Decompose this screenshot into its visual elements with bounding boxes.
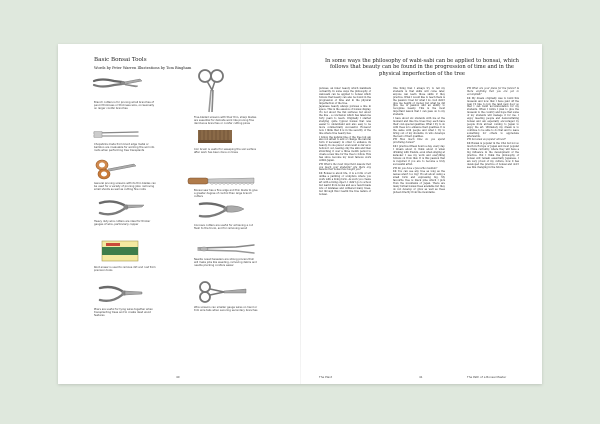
text-column-1	[319, 88, 371, 198]
body-paragraph: KK My dream originally was to build this museum and now that I have paid off the loan I'd like to buy the land next door so that I can build accommodation for my students. When I retire I plan to give the museum to the country and hope that some of my students will manage it for me. I enjoy meeting people and demonstrating bonsai and am especially encouraged by people from abroad coming to Japan to enjoy the art. Ultimately my dream is to continue to be able to do that and to leave something for others to appreciate afterwards.	[467, 96, 519, 138]
caption-concave-cutters: Concave cutters are useful for achieving a cut flush to the trunk, and for removing wood	[194, 224, 253, 231]
pliers-illustration	[98, 282, 144, 306]
caption-bonsai-saw: Bonsai saw has a fine edge and thin blade to give a greater degree of control than large branch cutters	[194, 189, 258, 199]
body-paragraph: KK You can see any tree as long as the leaves aren't too big! It's all about using a small form and expressing big. My favourite tree is black pine which I pick from the mountains of Japan. There are many formal bonsai trees available but they do not develop or grow as well as trees picked directly from the mountains.	[393, 170, 445, 194]
left-page	[58, 44, 300, 384]
footer-article-title: The Path of a Bonsai Master	[467, 375, 507, 379]
wire-cutters-illustration	[98, 197, 146, 219]
body-paragraph: One thing that I always try to tell my students is that skills will come later, anyone can learn those skills if they practice. What I would like to teach them is the passion I feel for what I do. God didn't give me height or money but what he did give me is passion and an ability to recognise beauty. This is the most important lesson that I can pass on to my students.	[393, 87, 445, 117]
caption-tweezers: Needle nosed tweezers are strong pincers that will make jobs like weeding, removing debris and needle plucking conifers easier	[194, 258, 257, 268]
caption-branch-cutters: Branch cutters is for pruning small branches of pencil thickness or thickness wire, occasionally on larger conifer branches	[94, 101, 155, 111]
caption-eraser: Root eraser is used to remove dirt and rust from precision tools	[94, 266, 156, 273]
right-page	[301, 44, 542, 384]
page-number-left: 40	[176, 375, 180, 379]
caption-wire-scissors: Wire scissors can smaller gauge wires on hand or trim wire tails when securing secondary branches	[194, 306, 258, 313]
body-paragraph: pursues, an inner beauty which manifests outwardly. In some ways the philosophy of wabi-sabi can be applied to bonsai which follows that beauty can also be found in the progression of time and in the physical imperfection of the tree.	[319, 87, 371, 105]
interview-question: PW How much time do you spend practising bonsai?	[393, 138, 445, 145]
credits: Words by Peter Warren Illustrations by Tom Bingham	[94, 66, 192, 70]
wire-scissors-illustration	[198, 280, 248, 304]
interview-question: PW What's the most important lessons that you teach your students? Are there any lessons that bonsai has taught you?	[319, 162, 371, 172]
caption-wire-cutters: Heavy duty wire cutters are ideal for thicker gauges of wire, particularly copper	[94, 220, 151, 227]
bonsai-saw-illustration	[186, 174, 256, 188]
caption-fine-scissors: Fine-bladed scissors with their thin, sharp blades are essential for delicate work like pruning fine deciduous branches or conifer cutting pines	[194, 116, 257, 126]
body-paragraph: Japanese beauty always pursues a line in space. This is the essence of bonsai display, it's not about the flat surfaces but about the line – a conclusion which has taken me forty years to reach. Originally I started studying quite typical bonsai that was easier to understand and also easy to be more commercially successful. However now I think that it is in the severity of the line where true beauty lies.	[319, 105, 371, 135]
chopsticks-illustration	[92, 129, 140, 141]
interview-question: PW What are your plans for the future? Is there anything that you are yet to accomplish?	[467, 87, 519, 96]
caption-pliers: Pliers are useful for tying wires together when transplanting trees and to create dead wood features	[94, 308, 153, 318]
book-spread	[58, 44, 542, 384]
interview-question: PW Do you have a favourite medium?	[393, 166, 438, 170]
body-paragraph: KK Bonsai is popular in the USA but not so much in Europe or Japan and most popular in China currently, where they will have a big influence in the development of the practice. But I think the philosophy of bonsai will remain essentially Japanese. I am very proud of my culture, how it has developed the practice of bonsai and don't see this changing in the future.	[467, 142, 519, 169]
body-paragraph: I have about six students with me at the moment and like the trees they each have their own special qualities. What I try to do with trees is to enhance their qualities. It is the same with people and what I try to bring out of my students, in who develops the best of their qualities.	[393, 117, 445, 138]
caption-chopsticks: Chopsticks made from blunt edge metal or bamboo are invaluable for working the soil into roots when performing tree transplants	[94, 143, 155, 153]
pull-quote: In some ways the philosophy of wabi-sabi can be applied to bonsai, which follows that beauty can be found in the progression of time and in the physical imperfection of the tree	[324, 58, 519, 77]
page-number-right: 41	[419, 375, 423, 379]
body-paragraph: I follow the natural line of the tree but am also not afraid to add or change the natural form if necessary in order to enhance its beauty. In one piece I even went so far as to hollow it out, leaving only the skin and then stretching it over a three month period to create a new line for the tree to follow. This has since become my most famous work within Japan.	[319, 135, 372, 162]
fine-scissors-illustration	[196, 68, 226, 114]
page-title: Basic Bonsai Tools	[94, 57, 147, 63]
branch-cutters-illustration	[92, 74, 144, 92]
text-column-3	[467, 88, 519, 170]
text-column-2	[393, 88, 445, 196]
caption-coir-brush: Coir brush is useful for sweeping the soil surface after work has been done on trees	[194, 148, 257, 155]
body-paragraph: KK Bonsai is about life, it is a form of art unlike a painting or sculpture where you work with a living form. As such you create art with a living object. I didn't go to school but learnt from books and as a result made lots of mistakes and withered many trees, but through this I learnt the true nature of bonsai.	[319, 172, 371, 196]
footer-section-name: The Plant	[319, 375, 333, 379]
eraser-illustration	[98, 238, 142, 264]
interview-question: PW Is bonsai as popular abroad?	[467, 138, 506, 142]
concave-cutters-illustration	[198, 199, 246, 221]
tweezers-illustration	[196, 242, 256, 256]
coir-brush-illustration	[196, 126, 236, 148]
caption-pruning-scissors: General pruning scissors with its thin blades can be used for a variety of pruning jobs: removing small shoots as well as cutting fine roots	[94, 182, 156, 192]
pruning-scissors-illustration	[94, 158, 138, 180]
body-paragraph: KK I practice fifteen hours a day, every day. I dream about it, think about it when drinking with friends, even when singing at karaoke! I see my work and everything follows on from that. It is this passion that is required if you are to become a truly successful artist.	[393, 145, 445, 166]
